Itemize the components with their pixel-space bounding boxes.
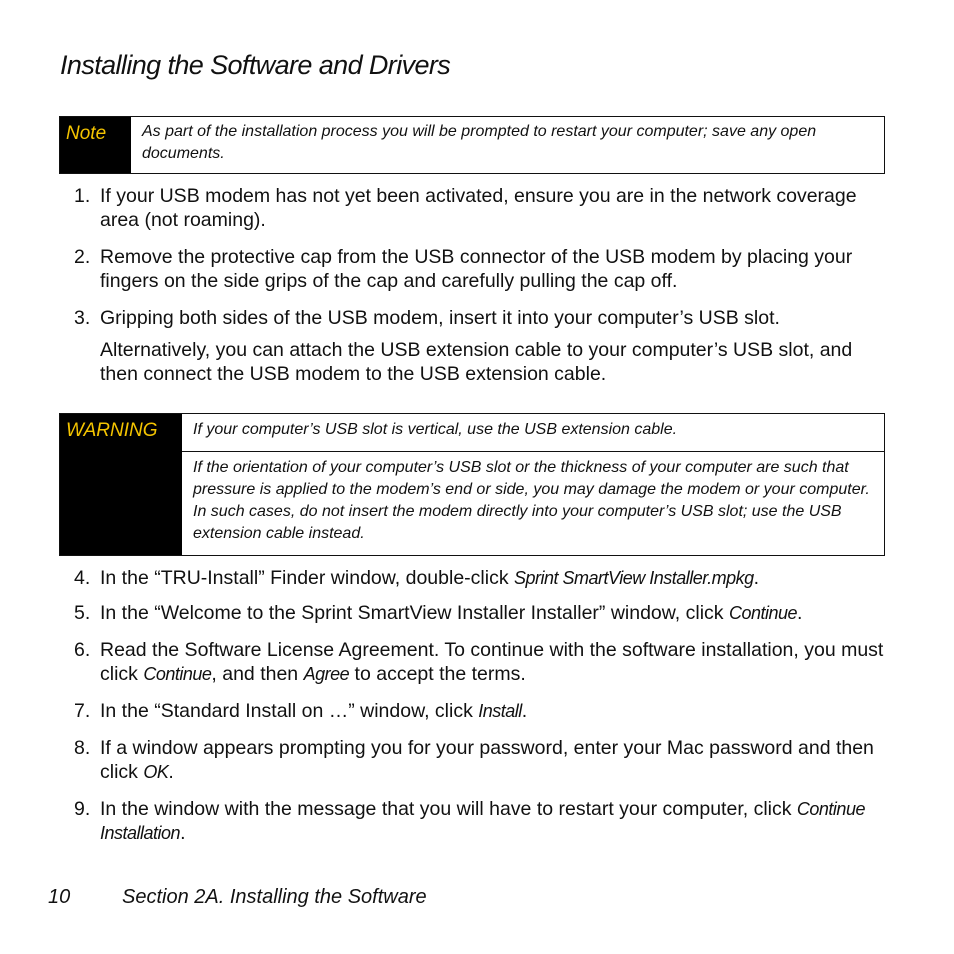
step-text-part: . — [168, 761, 174, 783]
step-number: 5. — [74, 602, 91, 624]
page-title: Installing the Software and Drivers — [60, 50, 451, 80]
step-text-part: , and then — [211, 663, 304, 685]
step-text: Remove the protective cap from the USB connector of the USB modem by placing your fingers on the side grips of the cap and carefully pulling the cap off. — [100, 246, 853, 292]
step-text-part: In the “TRU-Install” Finder window, double-click — [100, 567, 514, 589]
step-text: If your USB modem has not yet been activated, ensure you are in the network coverage area (not roaming). — [100, 185, 857, 231]
command-name: Install — [478, 701, 522, 721]
step-number: 6. — [74, 639, 91, 661]
step-number: 1. — [74, 185, 91, 207]
step-text-part: Read the Software License Agreement. To continue with the software installation, you must click — [100, 639, 884, 685]
step-number: 7. — [74, 700, 91, 722]
command-name: Sprint SmartView Installer.mpkg — [514, 568, 754, 588]
step-text-part: . — [753, 567, 760, 589]
step-text — [100, 638, 890, 686]
command-name: Continue — [728, 603, 798, 623]
step-number: 2. — [74, 246, 91, 268]
step-text-part: to accept the terms. — [349, 663, 526, 685]
step-text-part: In the window with the message that you will have to restart your computer, click — [100, 798, 797, 820]
step-text-part: . — [521, 700, 528, 722]
note-text: As part of the installation process you will be prompted to restart your computer; save any open documents. — [142, 123, 817, 162]
step-text — [100, 736, 890, 784]
step-text — [100, 797, 890, 845]
step-text-part: In the “Welcome to the Sprint SmartView Installer Installer” window, click — [100, 602, 729, 624]
step-text-part: In the “Standard Install on …” window, click — [100, 700, 479, 722]
command-name: OK — [143, 762, 169, 782]
command-name: Continue Installation — [100, 799, 865, 843]
step-text-part: . — [180, 822, 186, 844]
warning-callout — [59, 413, 885, 556]
step-text: Gripping both sides of the USB modem, insert it into your computer’s USB slot. — [100, 307, 780, 329]
step-text — [100, 601, 890, 625]
step-text — [100, 566, 890, 590]
warning-line-2: If the orientation of your computer’s USB slot or the thickness of your computer are such that pressure is applied to the modem’s end or side, you may damage the modem or your computer. In such cases, do not insert the modem directly into your computer’s USB slot; use the USB extension cable instead. — [193, 459, 870, 542]
warning-line-1: If your computer’s USB slot is vertical, use the USB extension cable. — [182, 414, 884, 452]
step-number: 4. — [74, 567, 91, 589]
step-text — [100, 699, 890, 723]
command-name: Continue — [143, 664, 212, 684]
step-number: 3. — [74, 307, 91, 329]
step-text-part: If a window appears prompting you for your password, enter your Mac password and then click — [100, 737, 874, 783]
warning-label: WARNING — [60, 414, 182, 555]
note-label: Note — [60, 117, 131, 173]
warning-body — [182, 414, 884, 555]
step-number: 8. — [74, 737, 91, 759]
command-name: Agree — [303, 664, 350, 684]
step-number: 9. — [74, 798, 91, 820]
section-title: Section 2A. Installing the Software — [122, 886, 427, 908]
note-callout — [59, 116, 885, 174]
step-text-part: . — [797, 602, 803, 624]
page-number: 10 — [48, 886, 71, 908]
step-continuation-text: Alternatively, you can attach the USB extension cable to your computer’s USB slot, and then connect the USB modem to the USB extension cable. — [100, 339, 853, 385]
